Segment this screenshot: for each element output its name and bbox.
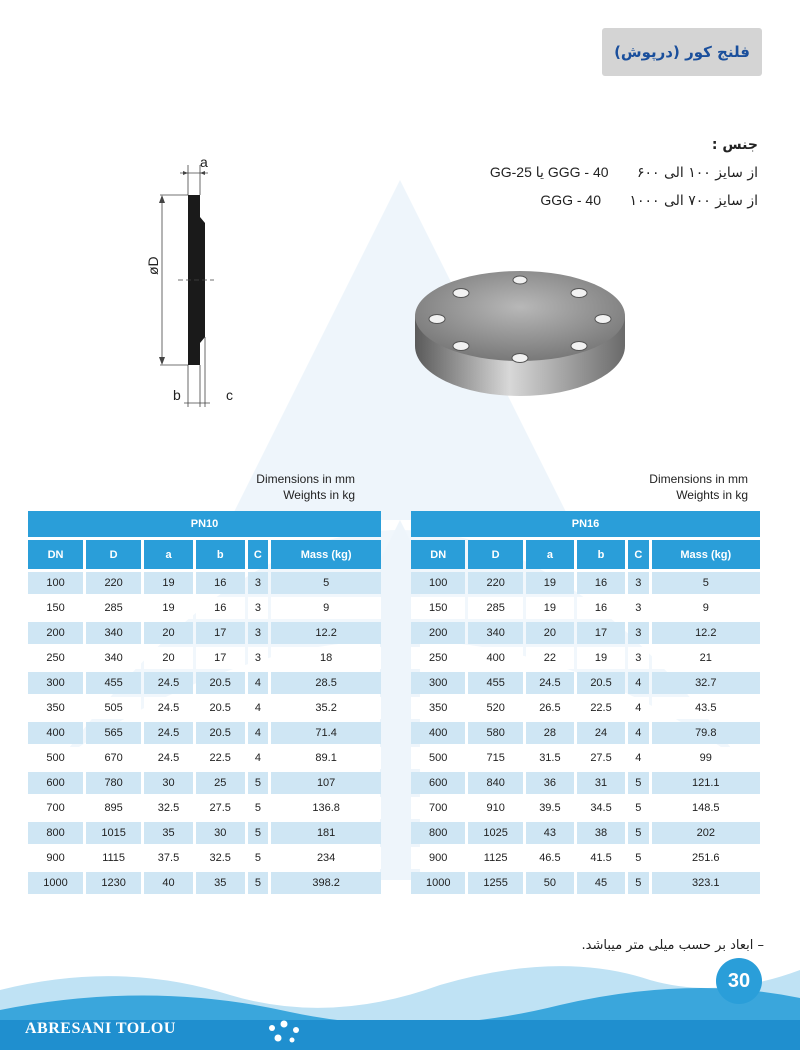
table-cell: 5 — [628, 797, 648, 819]
table-cell: 20 — [144, 622, 193, 644]
table-cell: 89.1 — [271, 747, 381, 769]
col-header: DN — [411, 540, 465, 569]
table-cell: 285 — [468, 597, 522, 619]
table-cell: 200 — [411, 622, 465, 644]
table-cell: 21 — [652, 647, 760, 669]
table-cell: 3 — [248, 647, 269, 669]
material-line-2 — [490, 187, 758, 215]
table-cell: 45 — [577, 872, 625, 894]
table-cell: 24.5 — [144, 722, 193, 744]
table-row — [28, 797, 381, 819]
col-header: b — [577, 540, 625, 569]
units-note-pn10 — [220, 471, 355, 503]
blind-flange-render — [405, 268, 635, 403]
table-cell: 700 — [411, 797, 465, 819]
table-cell: 25 — [196, 772, 245, 794]
table-cell: 107 — [271, 772, 381, 794]
dim-label-b: b — [173, 387, 181, 403]
table-cell: 24.5 — [144, 672, 193, 694]
table-cell: 400 — [28, 722, 83, 744]
table-cell: 36 — [526, 772, 574, 794]
table-cell: 910 — [468, 797, 522, 819]
table-cell: 16 — [577, 597, 625, 619]
table-cell: 565 — [86, 722, 141, 744]
table-cell: 40 — [144, 872, 193, 894]
pn16-body — [411, 572, 760, 894]
table-cell: 181 — [271, 822, 381, 844]
table-cell: 4 — [248, 697, 269, 719]
table-row — [411, 647, 760, 669]
table-cell: 220 — [86, 572, 141, 594]
material-grade: GG-25 یا GGG - 40 — [489, 164, 609, 180]
table-cell: 99 — [652, 747, 760, 769]
table-cell: 1230 — [86, 872, 141, 894]
table-cell: 220 — [468, 572, 522, 594]
table-cell: 17 — [577, 622, 625, 644]
table-cell: 32.5 — [196, 847, 245, 869]
table-cell: 1115 — [86, 847, 141, 869]
pn16-title: PN16 — [411, 511, 760, 537]
col-header: a — [526, 540, 574, 569]
table-cell: 5 — [248, 797, 269, 819]
table-cell: 4 — [248, 747, 269, 769]
table-cell: 12.2 — [271, 622, 381, 644]
table-cell: 505 — [86, 697, 141, 719]
table-cell: 43.5 — [652, 697, 760, 719]
table-cell: 3 — [628, 622, 648, 644]
table-cell: 3 — [628, 647, 648, 669]
table-cell: 4 — [628, 722, 648, 744]
page-number: 30 — [716, 958, 762, 1004]
col-header: DN — [28, 540, 83, 569]
table-cell: 715 — [468, 747, 522, 769]
table-cell: 3 — [628, 597, 648, 619]
table-cell: 5 — [271, 572, 381, 594]
material-grade: GGG - 40 — [540, 192, 601, 208]
table-cell: 27.5 — [577, 747, 625, 769]
table-cell: 20 — [144, 647, 193, 669]
table-row — [28, 672, 381, 694]
pn10-title: PN10 — [28, 511, 381, 537]
table-cell: 24.5 — [144, 697, 193, 719]
table-cell: 38 — [577, 822, 625, 844]
table-cell: 340 — [86, 647, 141, 669]
table-cell: 1000 — [28, 872, 83, 894]
table-cell: 12.2 — [652, 622, 760, 644]
table-cell: 20.5 — [196, 697, 245, 719]
table-cell: 28.5 — [271, 672, 381, 694]
table-row — [28, 772, 381, 794]
col-header: Mass (kg) — [271, 540, 381, 569]
table-row — [411, 772, 760, 794]
table-cell: 27.5 — [196, 797, 245, 819]
dimensions-unit: Dimensions in mm — [649, 472, 748, 486]
table-cell: 455 — [86, 672, 141, 694]
table-cell: 22.5 — [196, 747, 245, 769]
table-cell: 800 — [411, 822, 465, 844]
table-cell: 580 — [468, 722, 522, 744]
table-cell: 700 — [28, 797, 83, 819]
weights-unit: Weights in kg — [283, 488, 355, 502]
material-range: از سایز ۱۰۰ الی ۶۰۰ — [636, 165, 758, 181]
table-row — [28, 647, 381, 669]
table-row — [411, 722, 760, 744]
table-cell: 24 — [577, 722, 625, 744]
table-cell: 500 — [411, 747, 465, 769]
table-cell: 600 — [411, 772, 465, 794]
table-cell: 250 — [28, 647, 83, 669]
table-cell: 200 — [28, 622, 83, 644]
col-header: C — [248, 540, 269, 569]
table-row — [411, 872, 760, 894]
table-cell: 46.5 — [526, 847, 574, 869]
dimensions-unit: Dimensions in mm — [256, 472, 355, 486]
table-cell: 32.5 — [144, 797, 193, 819]
table-cell: 340 — [86, 622, 141, 644]
weights-unit: Weights in kg — [676, 488, 748, 502]
table-cell: 34.5 — [577, 797, 625, 819]
table-row — [411, 822, 760, 844]
table-cell: 16 — [196, 572, 245, 594]
units-footnote: – ابعاد بر حسب میلی متر میباشد. — [581, 938, 764, 953]
pn16-table — [408, 508, 763, 897]
table-cell: 4 — [628, 747, 648, 769]
table-cell: 17 — [196, 622, 245, 644]
table-cell: 71.4 — [271, 722, 381, 744]
table-cell: 20.5 — [196, 722, 245, 744]
table-row — [411, 797, 760, 819]
table-row — [28, 622, 381, 644]
flange-cross-section-drawing — [140, 145, 260, 415]
table-row — [28, 872, 381, 894]
table-cell: 800 — [28, 822, 83, 844]
table-cell: 300 — [28, 672, 83, 694]
table-cell: 16 — [196, 597, 245, 619]
table-cell: 202 — [652, 822, 760, 844]
table-row — [28, 722, 381, 744]
table-cell: 9 — [652, 597, 760, 619]
table-cell: 37.5 — [144, 847, 193, 869]
table-cell: 35 — [144, 822, 193, 844]
dim-label-a: a — [200, 154, 208, 170]
table-cell: 234 — [271, 847, 381, 869]
table-cell: 400 — [411, 722, 465, 744]
table-cell: 323.1 — [652, 872, 760, 894]
table-cell: 24.5 — [144, 747, 193, 769]
table-cell: 398.2 — [271, 872, 381, 894]
table-cell: 300 — [411, 672, 465, 694]
table-row — [28, 597, 381, 619]
table-cell: 19 — [144, 572, 193, 594]
table-cell: 500 — [28, 747, 83, 769]
table-cell: 35 — [196, 872, 245, 894]
table-cell: 9 — [271, 597, 381, 619]
table-cell: 19 — [144, 597, 193, 619]
table-cell: 79.8 — [652, 722, 760, 744]
table-cell: 28 — [526, 722, 574, 744]
table-cell: 5 — [248, 772, 269, 794]
table-row — [411, 572, 760, 594]
table-cell: 19 — [526, 572, 574, 594]
table-cell: 5 — [248, 872, 269, 894]
table-cell: 136.8 — [271, 797, 381, 819]
table-cell: 5 — [248, 847, 269, 869]
table-cell: 4 — [628, 697, 648, 719]
table-cell: 26.5 — [526, 697, 574, 719]
table-cell: 41.5 — [577, 847, 625, 869]
table-cell: 150 — [28, 597, 83, 619]
table-cell: 32.7 — [652, 672, 760, 694]
col-header: Mass (kg) — [652, 540, 760, 569]
dim-label-d: øD — [145, 256, 161, 275]
table-cell: 670 — [86, 747, 141, 769]
table-cell: 20 — [526, 622, 574, 644]
table-cell: 600 — [28, 772, 83, 794]
dim-label-c: c — [226, 387, 233, 403]
table-cell: 5 — [248, 822, 269, 844]
table-cell: 400 — [468, 647, 522, 669]
table-cell: 900 — [28, 847, 83, 869]
table-cell: 121.1 — [652, 772, 760, 794]
table-cell: 840 — [468, 772, 522, 794]
table-cell: 50 — [526, 872, 574, 894]
col-header: D — [86, 540, 141, 569]
col-header: a — [144, 540, 193, 569]
pn10-header-row — [28, 540, 381, 569]
table-cell: 5 — [628, 772, 648, 794]
table-cell: 20.5 — [196, 672, 245, 694]
table-cell: 30 — [144, 772, 193, 794]
page-title-text: فلنج کور (درپوش) — [614, 43, 750, 61]
table-cell: 1000 — [411, 872, 465, 894]
table-cell: 3 — [628, 572, 648, 594]
table-cell: 4 — [248, 672, 269, 694]
table-cell: 3 — [248, 622, 269, 644]
table-row — [28, 572, 381, 594]
table-cell: 350 — [411, 697, 465, 719]
table-cell: 22 — [526, 647, 574, 669]
material-line-1 — [490, 159, 758, 187]
table-row — [411, 747, 760, 769]
table-cell: 285 — [86, 597, 141, 619]
table-row — [411, 847, 760, 869]
table-cell: 17 — [196, 647, 245, 669]
table-row — [28, 747, 381, 769]
table-cell: 3 — [248, 572, 269, 594]
table-cell: 5 — [628, 872, 648, 894]
table-cell: 22.5 — [577, 697, 625, 719]
table-cell: 148.5 — [652, 797, 760, 819]
table-cell: 19 — [577, 647, 625, 669]
table-cell: 1015 — [86, 822, 141, 844]
table-cell: 5 — [628, 847, 648, 869]
table-cell: 20.5 — [577, 672, 625, 694]
table-cell: 251.6 — [652, 847, 760, 869]
col-header: D — [468, 540, 522, 569]
table-row — [411, 597, 760, 619]
table-cell: 455 — [468, 672, 522, 694]
table-row — [28, 847, 381, 869]
table-cell: 100 — [28, 572, 83, 594]
table-cell: 31 — [577, 772, 625, 794]
table-cell: 520 — [468, 697, 522, 719]
table-cell: 895 — [86, 797, 141, 819]
table-cell: 150 — [411, 597, 465, 619]
table-cell: 30 — [196, 822, 245, 844]
table-cell: 39.5 — [526, 797, 574, 819]
table-cell: 35.2 — [271, 697, 381, 719]
table-cell: 5 — [628, 822, 648, 844]
table-row — [28, 822, 381, 844]
pn10-body — [28, 572, 381, 894]
page-title — [602, 28, 762, 76]
table-cell: 1025 — [468, 822, 522, 844]
table-cell: 780 — [86, 772, 141, 794]
table-cell: 900 — [411, 847, 465, 869]
table-row — [28, 697, 381, 719]
table-cell: 4 — [248, 722, 269, 744]
table-cell: 1255 — [468, 872, 522, 894]
table-cell: 24.5 — [526, 672, 574, 694]
table-cell: 250 — [411, 647, 465, 669]
table-cell: 18 — [271, 647, 381, 669]
pn10-table — [25, 508, 384, 897]
table-row — [411, 672, 760, 694]
table-cell: 100 — [411, 572, 465, 594]
table-cell: 43 — [526, 822, 574, 844]
table-row — [411, 622, 760, 644]
material-range: از سایز ۷۰۰ الی ۱۰۰۰ — [629, 193, 758, 209]
col-header: C — [628, 540, 648, 569]
pn16-header-row — [411, 540, 760, 569]
table-cell: 31.5 — [526, 747, 574, 769]
table-cell: 19 — [526, 597, 574, 619]
table-cell: 16 — [577, 572, 625, 594]
table-cell: 5 — [652, 572, 760, 594]
brand-name: ABRESANI TOLOU — [25, 1020, 176, 1037]
table-cell: 4 — [628, 672, 648, 694]
material-spec — [490, 132, 758, 215]
table-row — [411, 697, 760, 719]
col-header: b — [196, 540, 245, 569]
units-note-pn16 — [605, 471, 748, 503]
table-cell: 340 — [468, 622, 522, 644]
material-heading: جنس : — [711, 137, 758, 153]
table-cell: 1125 — [468, 847, 522, 869]
table-cell: 3 — [248, 597, 269, 619]
table-cell: 350 — [28, 697, 83, 719]
